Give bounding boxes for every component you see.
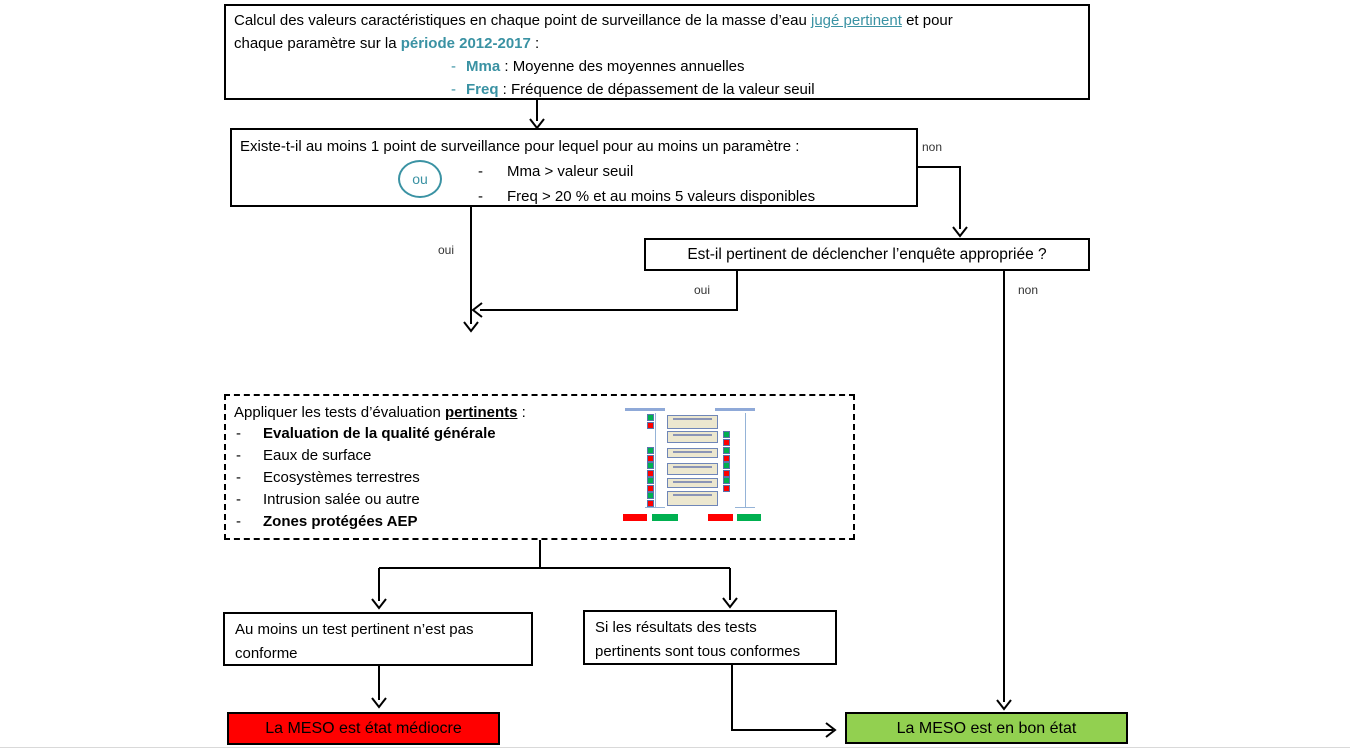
test-item-text: Eaux de surface bbox=[263, 447, 372, 464]
thumb-green-flag bbox=[647, 477, 654, 484]
period-highlight: période 2012-2017 bbox=[400, 35, 531, 52]
list-item-freq bbox=[451, 78, 1080, 101]
thumb-red-flag bbox=[647, 500, 654, 507]
juge-pertinent-link[interactable]: jugé pertinent bbox=[811, 12, 902, 29]
good-state-box bbox=[845, 712, 1128, 744]
thumb-red-flag bbox=[723, 485, 730, 492]
branch-label-non-top: non bbox=[922, 140, 943, 154]
branch-label-oui-left: oui bbox=[438, 243, 455, 257]
thumb-green-flag bbox=[723, 477, 730, 484]
thumb-step-box bbox=[667, 415, 718, 429]
branch-label-non-right: non bbox=[1018, 283, 1039, 297]
thumb-step-box bbox=[667, 431, 718, 443]
thumb-red-flag bbox=[647, 422, 654, 429]
thumb-connector bbox=[645, 507, 665, 508]
test-item-text: Ecosystèmes terrestres bbox=[263, 469, 420, 486]
arrowhead-oui-box2-down bbox=[464, 322, 478, 331]
thumb-red-flag bbox=[723, 470, 730, 477]
list-item-mma-seuil bbox=[478, 159, 908, 184]
tests-mini-diagram-thumbnail bbox=[623, 404, 763, 524]
or-circle: ou bbox=[398, 160, 442, 198]
thumb-green-flag bbox=[647, 492, 654, 499]
branch-label-oui-mid: oui bbox=[694, 283, 711, 297]
bullet-dash: - bbox=[236, 447, 241, 464]
arrowhead-non-box3-down bbox=[997, 700, 1011, 709]
test-item-text: Zones protégées AEP bbox=[263, 513, 418, 530]
calc-text-3: chaque paramètre sur la bbox=[234, 35, 401, 52]
thumb-green-flag bbox=[647, 447, 654, 454]
calc-values-text bbox=[234, 9, 1080, 55]
line-non-box2-to-box3 bbox=[918, 167, 960, 229]
thumb-red-flag bbox=[723, 439, 730, 446]
thumb-green-flag bbox=[723, 431, 730, 438]
thumb-green-bar bbox=[652, 514, 678, 521]
bullet-dash: - bbox=[451, 81, 456, 98]
arrowhead-oui-box3-left bbox=[473, 303, 482, 317]
freq-desc: : Fréquence de dépassement de la valeur seuil bbox=[498, 81, 815, 98]
pertinents-emphasis: pertinents bbox=[444, 404, 518, 421]
page-bottom-rule bbox=[0, 747, 1350, 748]
arrowhead-split-right-down bbox=[723, 598, 737, 607]
tests-title-2: : bbox=[517, 404, 526, 421]
pass-condition-text: Si les résultats des tests pertinents sont tous conformes bbox=[595, 619, 801, 660]
arrowhead-pass-to-good bbox=[826, 723, 835, 737]
thumb-green-flag bbox=[723, 447, 730, 454]
thumb-red-bar bbox=[623, 514, 647, 521]
arrowhead-split-left-down bbox=[372, 599, 386, 608]
fail-condition-text: Au moins un test pertinent n’est pas conforme bbox=[235, 621, 474, 662]
thumb-red-flag bbox=[647, 470, 654, 477]
thumb-vline-right bbox=[745, 413, 746, 507]
arrowhead-fail-to-bad bbox=[372, 698, 386, 707]
bullet-dash: - bbox=[478, 163, 483, 180]
bullet-dash: - bbox=[236, 469, 241, 486]
thumb-vline-left bbox=[655, 413, 656, 507]
calc-text-2: et pour bbox=[901, 12, 953, 29]
thumb-green-flag bbox=[723, 462, 730, 469]
test-item-text: Intrusion salée ou autre bbox=[263, 491, 420, 508]
arrowhead-box1-to-box2 bbox=[530, 119, 544, 128]
mma-term: Mma bbox=[466, 58, 501, 75]
arrowhead-non-box2-to-box3 bbox=[953, 227, 967, 236]
thumb-green-bar bbox=[737, 514, 761, 521]
bullet-dash: - bbox=[236, 425, 241, 442]
thumb-red-flag bbox=[723, 455, 730, 462]
thumb-green-flag bbox=[647, 414, 654, 421]
bullet-dash: - bbox=[478, 188, 483, 205]
mma-desc: : Moyenne des moyennes annuelles bbox=[500, 58, 745, 75]
freq-seuil-text: Freq > 20 % et au moins 5 valeurs disponibles bbox=[507, 188, 816, 205]
thumb-caption-right bbox=[715, 408, 755, 411]
bullet-dash: - bbox=[451, 58, 456, 75]
thumb-red-flag bbox=[647, 485, 654, 492]
thumb-red-flag bbox=[647, 455, 654, 462]
test-item-text: Evaluation de la qualité générale bbox=[263, 425, 496, 442]
bullet-dash: - bbox=[236, 513, 241, 530]
thumb-caption-left bbox=[625, 408, 665, 411]
bullet-dash: - bbox=[236, 491, 241, 508]
thumb-step-box bbox=[667, 478, 718, 488]
thumb-connector bbox=[735, 507, 755, 508]
enquete-question-text: Est-il pertinent de déclencher l’enquête appropriée ? bbox=[687, 246, 1047, 263]
thumb-red-bar bbox=[708, 514, 733, 521]
thumb-green-flag bbox=[647, 462, 654, 469]
list-item-freq-seuil bbox=[478, 184, 908, 209]
calc-text-1: Calcul des valeurs caractéristiques en chaque point de surveillance de la masse d’eau bbox=[234, 12, 811, 29]
exceedance-question-box bbox=[230, 128, 918, 207]
thumb-step-box bbox=[667, 463, 718, 475]
thumb-step-box bbox=[667, 448, 718, 458]
exceedance-question-text: Existe-t-il au moins 1 point de surveillance pour lequel pour au moins un paramètre : bbox=[240, 138, 800, 155]
line-pass-to-good bbox=[732, 665, 833, 730]
freq-term: Freq bbox=[466, 81, 499, 98]
list-item-mma bbox=[451, 55, 1080, 78]
mma-seuil-text: Mma > valeur seuil bbox=[507, 163, 634, 180]
good-state-text: La MESO est en bon état bbox=[896, 720, 1077, 737]
bad-state-box bbox=[227, 712, 500, 745]
pass-condition-box bbox=[583, 610, 837, 665]
fail-condition-box bbox=[223, 612, 533, 666]
thumb-step-box bbox=[667, 491, 718, 506]
tests-title-1: Appliquer les tests d’évaluation bbox=[234, 404, 445, 421]
enquete-question-box bbox=[644, 238, 1090, 271]
bad-state-text: La MESO est état médiocre bbox=[265, 720, 462, 737]
calc-text-4: : bbox=[530, 35, 540, 52]
calc-values-box bbox=[224, 4, 1090, 100]
